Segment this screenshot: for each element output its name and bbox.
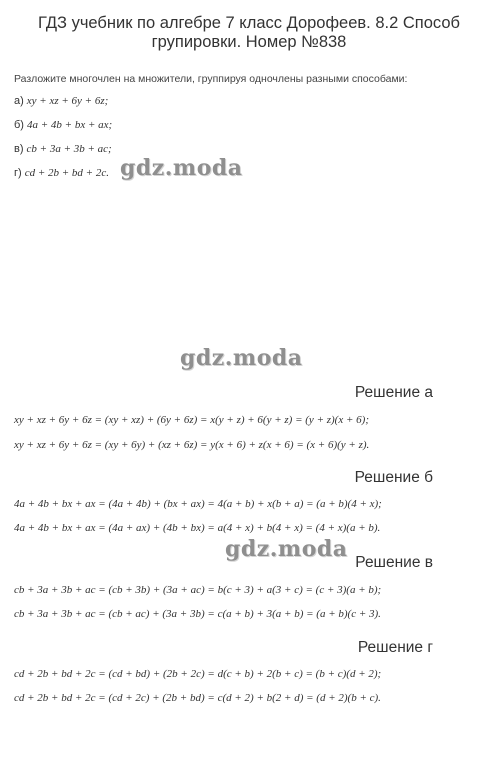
task-item-expr: cb + 3a + 3b + ac; [26, 143, 112, 155]
task-item-expr: cd + 2b + bd + 2c. [24, 167, 109, 179]
solution-line: xy + xz + 6y + 6z = (xy + 6y) + (xz + 6z) = y(x + 6) + z(x + 6) = (x + 6)(y + z). [14, 439, 370, 451]
solution-line: cb + 3a + 3b + ac = (cb + 3b) + (3a + ac) = b(c + 3) + a(3 + c) = (c + 3)(a + b); [14, 584, 382, 596]
task-prompt: Разложите многочлен на множители, группируя одночлены разными способами: [14, 73, 408, 85]
task-item-b [14, 119, 112, 131]
task-item-expr: xy + xz + 6y + 6z; [26, 95, 109, 107]
solution-line: xy + xz + 6y + 6z = (xy + xz) + (6y + 6z) = x(y + z) + 6(y + z) = (y + z)(x + 6); [14, 414, 369, 426]
page-title: ГДЗ учебник по алгебре 7 класс Дорофеев. 8.2 Способ групировки. Номер №838 [38, 14, 460, 51]
task-item-label: в) [14, 143, 24, 155]
solution-heading-b: Решение б [354, 469, 433, 486]
solution-line: cd + 2b + bd + 2c = (cd + bd) + (2b + 2c) = d(c + b) + 2(b + c) = (b + c)(d + 2); [14, 668, 382, 680]
solution-line: cb + 3a + 3b + ac = (cb + ac) + (3a + 3b) = c(a + b) + 3(a + b) = (a + b)(c + 3). [14, 608, 381, 620]
task-item-label: а) [14, 95, 24, 107]
solution-heading-a: Решение а [354, 384, 433, 401]
solution-line: 4a + 4b + bx + ax = (4a + 4b) + (bx + ax) = 4(a + b) + x(b + a) = (a + b)(4 + x); [14, 498, 382, 510]
watermark-logo: gdz.moda [120, 155, 243, 181]
solution-line: 4a + 4b + bx + ax = (4a + ax) + (4b + bx) = a(4 + x) + b(4 + x) = (4 + x)(a + b). [14, 522, 381, 534]
solution-heading-c: Решение в [355, 554, 433, 571]
task-item-label: г) [14, 167, 22, 179]
solution-line: cd + 2b + bd + 2c = (cd + 2c) + (2b + bd) = c(d + 2) + b(2 + d) = (d + 2)(b + c). [14, 692, 381, 704]
task-item-a [14, 95, 108, 107]
solution-heading-d: Решение г [357, 639, 433, 656]
watermark-logo: gdz.moda [225, 536, 348, 562]
task-item-c [14, 143, 112, 155]
task-item-label: б) [14, 119, 24, 131]
task-item-expr: 4a + 4b + bx + ax; [26, 119, 113, 131]
task-item-d [14, 167, 109, 179]
watermark-logo: gdz.moda [180, 345, 303, 371]
